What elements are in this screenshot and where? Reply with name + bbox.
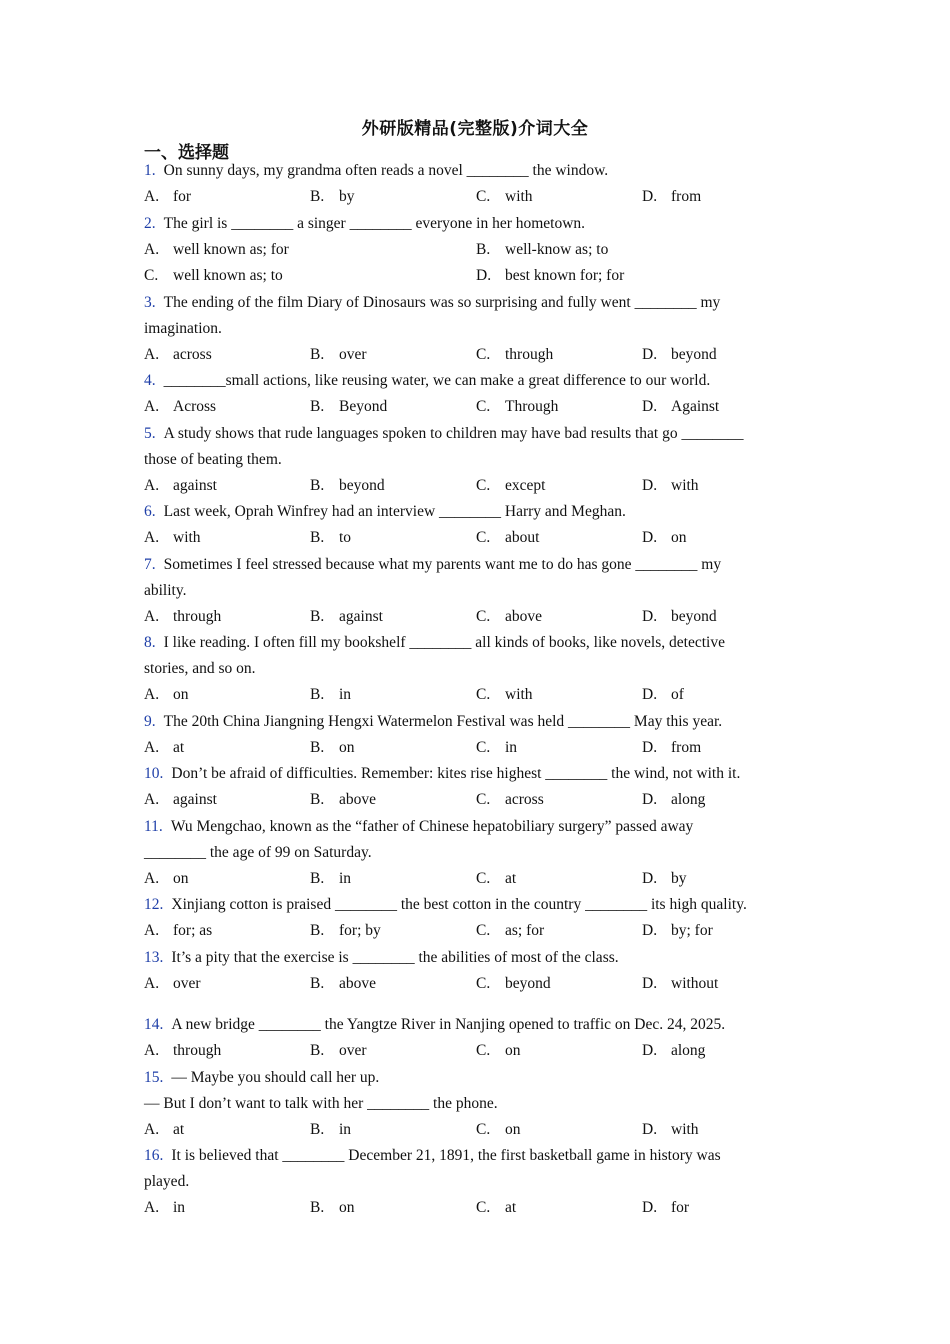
option-text: on (505, 1120, 521, 1138)
option-letter: A. (144, 398, 160, 415)
option-text: beyond (671, 345, 717, 363)
answer-option[interactable] (642, 394, 808, 421)
question-text: The ending of the film Diary of Dinosaurs was so surprising and fully went ________ my (163, 293, 721, 311)
option-text: as; for (505, 922, 545, 939)
option-letter: D. (642, 529, 658, 546)
question-text: Wu Mengchao, known as the “father of Chinese hepatobiliary surgery” passed away (170, 817, 694, 835)
option-text: across (505, 791, 544, 808)
question-text-line (144, 158, 809, 184)
question-number: 8. (144, 634, 156, 651)
question-item (144, 1065, 809, 1144)
option-letter: B. (310, 345, 325, 363)
question-number: 12. (144, 896, 164, 913)
answer-option[interactable] (476, 342, 642, 369)
question-text-line (144, 316, 809, 342)
question-text: The 20th China Jiangning Hengxi Watermelon Festival was held ________ May this year. (163, 712, 723, 730)
option-letter: D. (642, 738, 658, 756)
question-item (144, 630, 809, 709)
question-text-line (144, 630, 809, 656)
option-letter: A. (144, 922, 160, 939)
question-text-line (144, 1169, 809, 1195)
option-text: by (671, 869, 687, 887)
option-letter: A. (144, 686, 160, 703)
answer-option[interactable] (310, 473, 476, 500)
option-letter: C. (144, 267, 159, 284)
answer-option[interactable] (144, 682, 310, 709)
options-row (144, 971, 809, 998)
answer-option[interactable] (476, 184, 642, 211)
answer-option[interactable] (144, 1195, 310, 1222)
answer-option[interactable] (476, 971, 642, 998)
question-text: It is believed that ________ December 21, 1891, the first basketball game in history was (171, 1147, 721, 1164)
question-number: 5. (144, 424, 156, 442)
options-row (144, 525, 809, 552)
question-item (144, 709, 809, 762)
option-letter: B. (310, 529, 325, 546)
option-text: in (339, 686, 352, 703)
question-item (144, 945, 809, 998)
option-text: without (671, 974, 719, 992)
option-text: well known as; for (173, 240, 289, 258)
question-text: I like reading. I often fill my bookshelf ________ all kinds of books, like novels, detective (163, 634, 725, 651)
option-letter: C. (476, 607, 491, 625)
answer-option[interactable] (476, 394, 642, 421)
option-letter: A. (144, 607, 160, 625)
question-text-line (144, 1143, 809, 1169)
option-letter: C. (476, 1199, 491, 1216)
options-row (144, 394, 809, 421)
option-letter: C. (476, 922, 491, 939)
option-text: by (339, 188, 355, 205)
option-text: Against (671, 398, 720, 415)
answer-option[interactable] (476, 1038, 642, 1065)
answer-option[interactable] (144, 184, 310, 211)
option-text: through (505, 345, 554, 363)
option-letter: C. (476, 1042, 491, 1059)
question-number: 2. (144, 214, 156, 232)
answer-option[interactable] (144, 342, 310, 369)
question-text-line (144, 290, 809, 316)
option-text: for; by (339, 922, 381, 939)
options-row (144, 918, 809, 945)
question-text-line (144, 892, 809, 918)
option-text: in (173, 1199, 186, 1216)
option-letter: C. (476, 345, 491, 363)
question-item (144, 499, 809, 552)
option-letter: D. (642, 1042, 658, 1059)
answer-option[interactable] (476, 525, 642, 552)
option-text: with (671, 1120, 699, 1138)
answer-option[interactable] (144, 1117, 310, 1144)
question-text-line (144, 368, 809, 394)
option-letter: C. (476, 1120, 491, 1138)
option-text: from (671, 188, 702, 205)
option-text: above (505, 607, 543, 625)
option-text: at (505, 1199, 517, 1216)
question-text-line (144, 1065, 809, 1091)
question-text: Don’t be afraid of difficulties. Remember: kites rise highest ________ the wind, not with it. (171, 765, 741, 782)
question-text: ability. (144, 581, 187, 599)
option-letter: D. (642, 1199, 658, 1216)
question-text-line (144, 709, 809, 735)
options-row (144, 682, 809, 709)
option-text: on (339, 738, 355, 756)
option-letter: A. (144, 188, 160, 205)
options-row (144, 263, 809, 290)
option-text: over (173, 974, 201, 992)
question-number: 10. (144, 765, 164, 782)
answer-option[interactable] (476, 866, 642, 893)
answer-option[interactable] (310, 1038, 476, 1065)
options-row (144, 1038, 809, 1065)
question-number: 7. (144, 555, 156, 573)
question-text: — Maybe you should call her up. (171, 1068, 380, 1086)
option-letter: C. (476, 974, 491, 992)
question-text-line (144, 578, 809, 604)
question-text-line (144, 656, 809, 682)
options-row (144, 184, 809, 211)
option-letter: D. (642, 188, 658, 205)
answer-option[interactable] (642, 682, 808, 709)
option-letter: A. (144, 529, 160, 546)
option-letter: C. (476, 529, 491, 546)
answer-option[interactable] (310, 971, 476, 998)
answer-option[interactable] (310, 604, 476, 631)
answer-option[interactable] (642, 184, 808, 211)
answer-option[interactable] (144, 473, 310, 500)
option-text: over (339, 345, 367, 363)
option-text: for; as (173, 922, 213, 939)
option-text: on (339, 1199, 355, 1216)
answer-option[interactable] (144, 1038, 310, 1065)
option-text: against (173, 791, 217, 808)
answer-option[interactable] (144, 971, 310, 998)
option-text: well-know as; to (505, 240, 609, 258)
option-letter: C. (476, 476, 491, 494)
answer-option[interactable] (476, 473, 642, 500)
question-text: those of beating them. (144, 450, 282, 468)
option-text: with (505, 188, 533, 205)
answer-option[interactable] (476, 735, 642, 762)
option-text: with (671, 476, 699, 494)
question-number: 15. (144, 1068, 164, 1086)
document-title: 外研版精品(完整版)介词大全 (361, 119, 589, 139)
question-number: 9. (144, 712, 156, 730)
option-text: above (339, 974, 377, 992)
answer-option[interactable] (144, 604, 310, 631)
option-text: Beyond (339, 398, 388, 415)
option-text: with (505, 686, 533, 703)
question-number: 1. (144, 162, 156, 179)
answer-option[interactable] (642, 866, 808, 893)
question-text: played. (144, 1173, 190, 1190)
option-letter: B. (476, 240, 491, 258)
answer-option[interactable] (642, 1117, 808, 1144)
option-letter: C. (476, 686, 491, 703)
option-text: beyond (339, 476, 385, 494)
question-number: 3. (144, 293, 156, 311)
answer-option[interactable] (476, 263, 808, 290)
option-letter: A. (144, 1199, 160, 1216)
option-text: well known as; to (173, 267, 283, 284)
option-letter: D. (642, 922, 658, 939)
option-letter: B. (310, 476, 325, 494)
answer-option[interactable] (310, 184, 476, 211)
question-text: imagination. (144, 319, 222, 337)
answer-option[interactable] (642, 604, 808, 631)
answer-option[interactable] (310, 866, 476, 893)
option-text: along (671, 1042, 706, 1059)
answer-option[interactable] (144, 263, 476, 290)
question-text-line (144, 421, 809, 447)
answer-option[interactable] (310, 918, 476, 945)
answer-option[interactable] (642, 525, 808, 552)
answer-option[interactable] (144, 394, 310, 421)
option-text: of (671, 686, 684, 703)
option-letter: D. (642, 345, 658, 363)
question-number: 13. (144, 948, 164, 966)
question-text: It’s a pity that the exercise is ________ the abilities of most of the class. (171, 948, 619, 966)
option-letter: B. (310, 607, 325, 625)
answer-option[interactable] (642, 735, 808, 762)
answer-option[interactable] (310, 525, 476, 552)
option-text: at (505, 869, 517, 887)
option-letter: C. (476, 738, 491, 756)
question-text: On sunny days, my grandma often reads a novel ________ the window. (163, 162, 609, 179)
option-letter: B. (310, 686, 325, 703)
option-letter: B. (310, 1042, 325, 1059)
option-letter: D. (642, 1120, 658, 1138)
option-text: for (173, 188, 192, 205)
question-number: 4. (144, 372, 156, 389)
option-letter: C. (476, 869, 491, 887)
question-item (144, 368, 809, 421)
question-item (144, 814, 809, 893)
question-text: Xinjiang cotton is praised ________ the best cotton in the country ________ its high quality. (171, 896, 747, 913)
option-text: with (173, 529, 201, 546)
question-text-line (144, 945, 809, 971)
question-text-line (144, 1091, 809, 1117)
options-row (144, 604, 809, 631)
question-text-line (144, 211, 809, 237)
options-row (144, 1117, 809, 1144)
option-text: to (339, 529, 352, 546)
question-item (144, 552, 809, 631)
question-text-line (144, 499, 809, 525)
option-text: for (671, 1199, 690, 1216)
question-number: 11. (144, 817, 163, 835)
option-letter: D. (476, 267, 492, 284)
question-text: Last week, Oprah Winfrey had an interview ________ Harry and Meghan. (163, 503, 626, 520)
question-text-line (144, 814, 809, 840)
answer-option[interactable] (310, 1117, 476, 1144)
option-text: along (671, 791, 706, 808)
option-text: on (505, 1042, 521, 1059)
option-letter: D. (642, 974, 658, 992)
option-letter: A. (144, 738, 160, 756)
option-letter: B. (310, 922, 325, 939)
option-text: except (505, 476, 546, 494)
answer-option[interactable] (310, 394, 476, 421)
option-text: Across (173, 398, 217, 415)
option-letter: B. (310, 738, 325, 756)
option-letter: B. (310, 974, 325, 992)
answer-option[interactable] (310, 682, 476, 709)
option-text: beyond (671, 607, 717, 625)
option-letter: A. (144, 869, 160, 887)
option-letter: A. (144, 1120, 160, 1138)
answer-option[interactable] (476, 604, 642, 631)
options-row (144, 342, 809, 369)
options-row (144, 787, 809, 814)
answer-option[interactable] (144, 787, 310, 814)
answer-option[interactable] (310, 1195, 476, 1222)
option-text: in (339, 869, 352, 887)
option-text: over (339, 1042, 367, 1059)
question-text: Sometimes I feel stressed because what my parents want me to do has gone ________ my (163, 555, 722, 573)
question-text-line (144, 761, 809, 787)
question-item (144, 1143, 809, 1222)
answer-option[interactable] (476, 787, 642, 814)
question-item (144, 421, 809, 500)
answer-option[interactable] (144, 525, 310, 552)
question-text: stories, and so on. (144, 660, 256, 677)
option-text: beyond (505, 974, 551, 992)
section-heading: 一、选择题 (144, 143, 229, 163)
option-letter: B. (310, 1120, 325, 1138)
question-text-line (144, 1012, 809, 1038)
option-letter: B. (310, 1199, 325, 1216)
option-text: on (173, 869, 189, 887)
question-text: ________small actions, like reusing water, we can make a great difference to our world. (163, 372, 711, 389)
answer-option[interactable] (144, 237, 476, 264)
option-text: on (173, 686, 189, 703)
options-row (144, 473, 809, 500)
question-text: The girl is ________ a singer ________ everyone in her hometown. (163, 214, 586, 232)
spacer (144, 997, 809, 1012)
option-letter: A. (144, 791, 160, 808)
options-row (144, 866, 809, 893)
option-text: by; for (671, 922, 713, 939)
answer-option[interactable] (476, 1195, 642, 1222)
option-letter: B. (310, 188, 325, 205)
option-text: about (505, 529, 540, 546)
option-text: through (173, 1042, 222, 1059)
option-text: above (339, 791, 377, 808)
question-text-line (144, 447, 809, 473)
option-letter: A. (144, 1042, 160, 1059)
answer-option[interactable] (642, 342, 808, 369)
option-text: from (671, 738, 702, 756)
answer-option[interactable] (144, 735, 310, 762)
option-letter: B. (310, 869, 325, 887)
question-text: A study shows that rude languages spoken to children may have bad results that go ________ (163, 424, 744, 442)
question-item (144, 211, 809, 290)
option-text: at (173, 738, 185, 756)
option-letter: C. (476, 398, 491, 415)
answer-option[interactable] (144, 918, 310, 945)
question-text-line (144, 552, 809, 578)
option-letter: D. (642, 791, 658, 808)
question-text: ________ the age of 99 on Saturday. (144, 843, 372, 861)
option-letter: B. (310, 398, 325, 415)
answer-option[interactable] (476, 237, 808, 264)
question-item (144, 158, 809, 211)
option-text: against (339, 607, 383, 625)
answer-option[interactable] (476, 918, 642, 945)
option-text: in (339, 1120, 352, 1138)
option-text: through (173, 607, 222, 625)
answer-option[interactable] (144, 866, 310, 893)
options-row (144, 735, 809, 762)
option-text: at (173, 1120, 185, 1138)
question-number: 14. (144, 1016, 164, 1033)
option-letter: A. (144, 240, 160, 258)
option-letter: B. (310, 791, 325, 808)
option-letter: D. (642, 686, 658, 703)
question-item (144, 761, 809, 814)
question-text-line (144, 840, 809, 866)
question-item (144, 1012, 809, 1065)
answer-option[interactable] (642, 1195, 808, 1222)
question-text: — But I don’t want to talk with her ________ the phone. (144, 1094, 498, 1112)
answer-option[interactable] (642, 1038, 808, 1065)
options-row (144, 1195, 809, 1222)
option-letter: D. (642, 476, 658, 494)
question-item (144, 290, 809, 369)
answer-option[interactable] (642, 918, 808, 945)
question-number: 16. (144, 1147, 164, 1164)
option-text: across (173, 345, 212, 363)
answer-option[interactable] (476, 682, 642, 709)
question-item (144, 892, 809, 945)
option-text: Through (505, 398, 559, 415)
option-letter: A. (144, 476, 160, 494)
option-text: in (505, 738, 518, 756)
answer-option[interactable] (642, 787, 808, 814)
answer-option[interactable] (476, 1117, 642, 1144)
answer-option[interactable] (642, 473, 808, 500)
answer-option[interactable] (310, 787, 476, 814)
option-letter: C. (476, 188, 491, 205)
option-letter: D. (642, 607, 658, 625)
option-letter: C. (476, 791, 491, 808)
option-text: against (173, 476, 217, 494)
option-letter: A. (144, 974, 160, 992)
answer-option[interactable] (642, 971, 808, 998)
option-text: best known for; for (505, 267, 625, 284)
question-number: 6. (144, 503, 156, 520)
option-letter: A. (144, 345, 160, 363)
option-letter: D. (642, 869, 658, 887)
option-text: on (671, 529, 687, 546)
option-letter: D. (642, 398, 658, 415)
answer-option[interactable] (310, 735, 476, 762)
answer-option[interactable] (310, 342, 476, 369)
options-row (144, 237, 809, 264)
question-list (144, 158, 809, 1222)
question-text: A new bridge ________ the Yangtze River in Nanjing opened to traffic on Dec. 24, 2025. (171, 1016, 726, 1033)
